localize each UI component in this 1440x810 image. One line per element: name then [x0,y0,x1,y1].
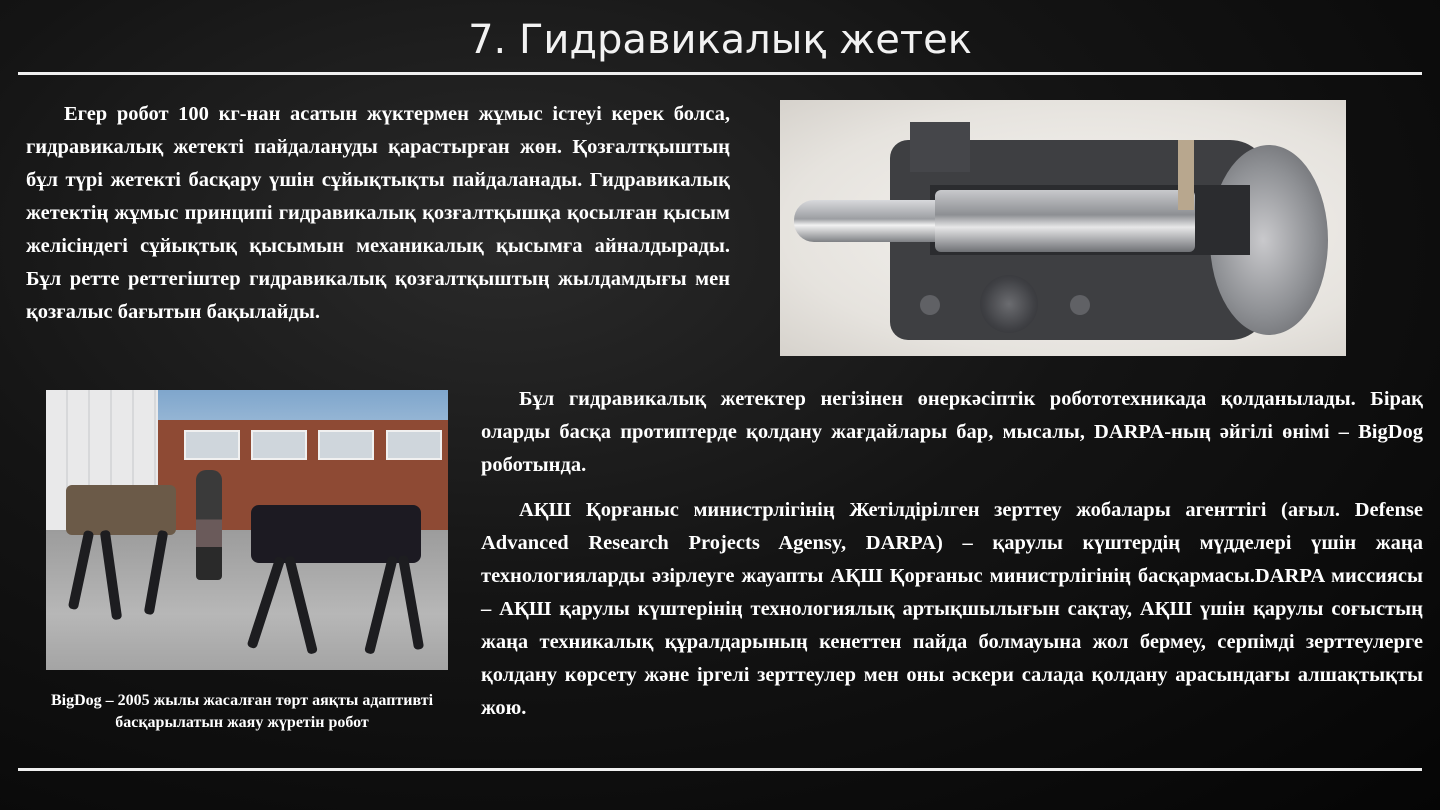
actuator-rod [794,200,954,242]
photo-window [184,430,240,460]
bigdog-robot-left [66,485,176,535]
darpa-paragraph: АҚШ Қорғаныс министрлігінің Жетілдірілген зерттеу жобалары агенттігі (ағыл. Defense Advanced Research Projects Agensy, DARPA) – қарулы күштердің мүдделері үшін жаңа технологияларды әзірлеуге жауапты АҚШ Қорғаныс министрлігінің басқармасы.DARPA миссиясы – АҚШ қарулы күштерінің технологиялық артықшылығын сақтау, АҚШ үшін қарулы соғыстың жаңа техникалық құралдарының кенеттен пайда болмауына жол бермеу, серпімді зерттеулерге қолдану көрсету және іргелі зерттеулер мен оны әскери салада қолдану арасындағы алшақтықты жою. [481,499,1423,719]
bigdog-robot-photo [46,390,448,670]
footer-divider [18,768,1422,771]
actuator-mount [910,122,970,172]
actuator-shim [1178,140,1194,210]
actuator-bolt-hole [1070,295,1090,315]
photo-window [386,430,442,460]
photo-person [196,470,222,580]
actuator-bolt-hole [920,295,940,315]
photo-window [251,430,307,460]
title-divider [18,72,1422,75]
slide-title: 7. Гидравикалық жетек [468,17,972,63]
hydraulic-actuator-image [780,100,1346,356]
image-caption: BigDog – 2005 жылы жасалған төрт аяқты адаптивті басқарылатын жаяу жүретін робот [50,692,434,731]
bigdog-robot-right [251,505,421,563]
actuator-spool [935,190,1195,252]
usage-paragraph: Бұл гидравикалық жетектер негізінен өнеркәсіптік робототехникада қолданылады. Бірақ оларды басқа протиптерде қолдану жағдайлары бар, мысалы, DARPA-ның әйгілі өнімі – BigDog роботында. [481,388,1423,476]
actuator-port [980,275,1038,333]
intro-paragraph: Егер робот 100 кг-нан асатын жүктермен жұмыс істеуі керек болса, гидравикалық жетекті пайдалануды қарастырған жөн. Қозғалтқыштың бұл түрі жетекті басқару үшін сұйықтықты пайдаланады. Гидравикалық жетектің жұмыс принципі гидравикалық қозғалтқышқа қосылған қысым желісіндегі сұйықтық қысымын механикалық қысымға айналдырады. Бұл ретте реттегіштер гидравикалық қозғалтқыштың жылдамдығы мен қозғалыс бағытын бақылайды. [26,103,730,323]
photo-window [318,430,374,460]
